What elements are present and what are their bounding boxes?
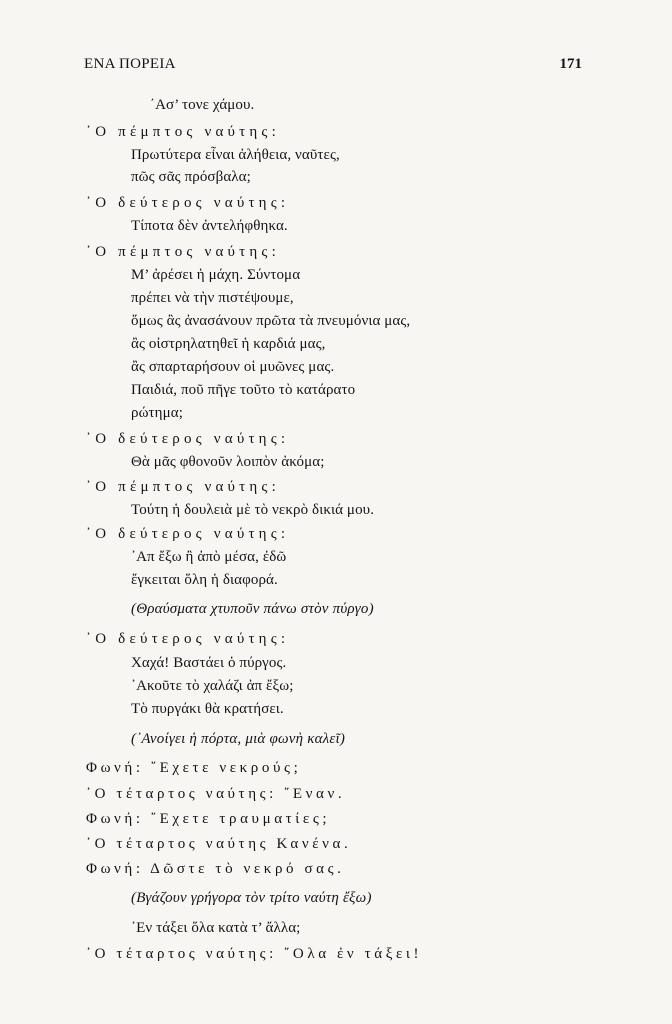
page-number: 171 [559, 56, 582, 72]
speaker-line: Φωνή: ῎Εχετε νεκρούς; [86, 760, 302, 776]
text-line: ΄Ασ’ τονε χάμου. [150, 97, 255, 113]
stage-direction: (Βγάζουν γρήγορα τὸν τρίτο ναύτη ἔξω) [131, 890, 372, 906]
speaker-line: Φωνή: Δῶστε τὸ νεκρό σας. [86, 861, 345, 877]
text-line: Παιδιά, ποῦ πῆγε τοῦτο τὸ κατάρατο [131, 382, 356, 398]
text-line: ᾿Ακοῦτε τὸ χαλάζι ἀπ ἔξω; [131, 678, 294, 694]
speaker-line: ᾿Ο τέταρτος ναύτης: ῎Εναν. [86, 786, 346, 802]
text-line: ἂς οἰστρηλατηθεῖ ἡ καρδιά μας, [131, 336, 326, 352]
speaker-line: ᾿Ο δεύτερος ναύτης: [86, 431, 290, 447]
speaker-line: ᾿Ο τέταρτος ναύτης Κανένα. [86, 836, 352, 852]
text-line: Χαχά! Βαστάει ὁ πύργος. [131, 655, 287, 671]
text-line: ἂς σπαρταρήσουν οἱ μυῶνες μας. [131, 359, 335, 375]
text-line: Πρωτύτερα εἶναι ἀλήθεια, ναῦτες, [131, 147, 340, 163]
speaker-line: ᾿Ο πέμπτος ναύτης: [86, 244, 280, 260]
text-line: ὅμως ἂς ἀνασάνουν πρῶτα τὰ πνευμόνια μας, [131, 313, 411, 329]
speaker-line: ᾿Ο τέταρτος ναύτης: ῎Ολα ἐν τάξει! [86, 946, 423, 962]
running-title: ΕΝΑ ΠΟΡΕΙΑ [84, 56, 176, 72]
stage-direction: (Θραύσματα χτυποῦν πάνω στὸν πύργο) [131, 601, 374, 617]
text-line: πῶς σᾶς πρόσβαλα; [131, 169, 251, 185]
text-line: ᾿Απ ἔξω ἢ ἀπὸ μέσα, ἐδῶ [131, 549, 287, 565]
text-line: Τὸ πυργάκι θὰ κρατήσει. [131, 701, 284, 717]
page-header [84, 56, 582, 80]
text-line: ρώτημα; [131, 405, 183, 421]
text-line: ἔγκειται ὅλη ἡ διαφορά. [131, 572, 278, 588]
text-line: Τίποτα δὲν ἀντελήφθηκα. [131, 218, 288, 234]
text-line: Μ’ ἀρέσει ἡ μάχη. Σύντομα [131, 267, 301, 283]
text-line: Τούτη ἡ δουλειὰ μὲ τὸ νεκρὸ δικιά μου. [131, 502, 375, 518]
text-line: ᾿Εν τάξει ὅλα κατὰ τ’ ἄλλα; [131, 920, 301, 936]
text-line: πρέπει νὰ τὴν πιστέψουμε, [131, 290, 294, 306]
speaker-line: ᾿Ο δεύτερος ναύτης: [86, 526, 290, 542]
stage-direction: (᾿Ανοίγει ἡ πόρτα, μιὰ φωνὴ καλεῖ) [131, 731, 346, 747]
text-line: Θὰ μᾶς φθονοῦν λοιπὸν ἀκόμα; [131, 454, 325, 470]
speaker-line: ᾿Ο πέμπτος ναύτης: [86, 124, 280, 140]
speaker-line: ᾿Ο δεύτερος ναύτης: [86, 631, 290, 647]
speaker-line: ᾿Ο πέμπτος ναύτης: [86, 479, 280, 495]
speaker-line: ᾿Ο δεύτερος ναύτης: [86, 195, 290, 211]
speaker-line: Φωνή: ῎Εχετε τραυματίες; [86, 811, 331, 827]
